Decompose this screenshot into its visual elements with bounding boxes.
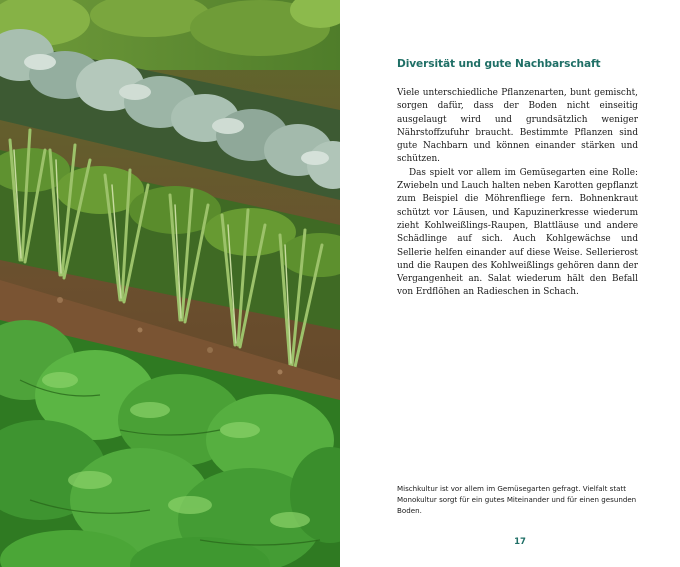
section-heading: Diversität und gute Nachbarschaft	[397, 58, 601, 70]
photo-caption: Mischkultur ist vor allem im Gemüsegarten gefragt. Vielfalt statt Monokultur sorgt für ein gutes Miteinander und für einen gesunden Boden.	[397, 484, 637, 516]
body-text	[397, 87, 638, 300]
paragraph-2: Das spielt vor allem im Gemüsegarten eine Rolle: Zwiebeln und Lauch halten neben Karotten gepflanzt zum Beispiel die Möhrenfliege fern. Bohnenkraut schützt vor Läusen, und Kapuzinerkresse wiederum zieht Kohlweißlings-Raupen, Blattläuse und andere Schädlinge auf sich. Auch Kohlgewächse und Sellerie helfen einander auf diese Weise. Sellerierost und die Raupen des Kohlweißlings gehören dann der Vergangenheit an. Salat wiederum hält den Befall von Erdflöhen an Radieschen in Schach.	[397, 167, 638, 298]
paragraph-1: Viele unterschiedliche Pflanzenarten, bunt gemischt, sorgen dafür, dass der Boden nicht einseitig ausgelaugt wird und grundsätzlich weniger Nährstoffzufuhr braucht. Bestimmte Pflanzen sind gute Nachbarn und können einander stärken und schützen.	[397, 88, 638, 165]
text-page	[340, 0, 680, 567]
page-number: 17	[514, 537, 526, 547]
